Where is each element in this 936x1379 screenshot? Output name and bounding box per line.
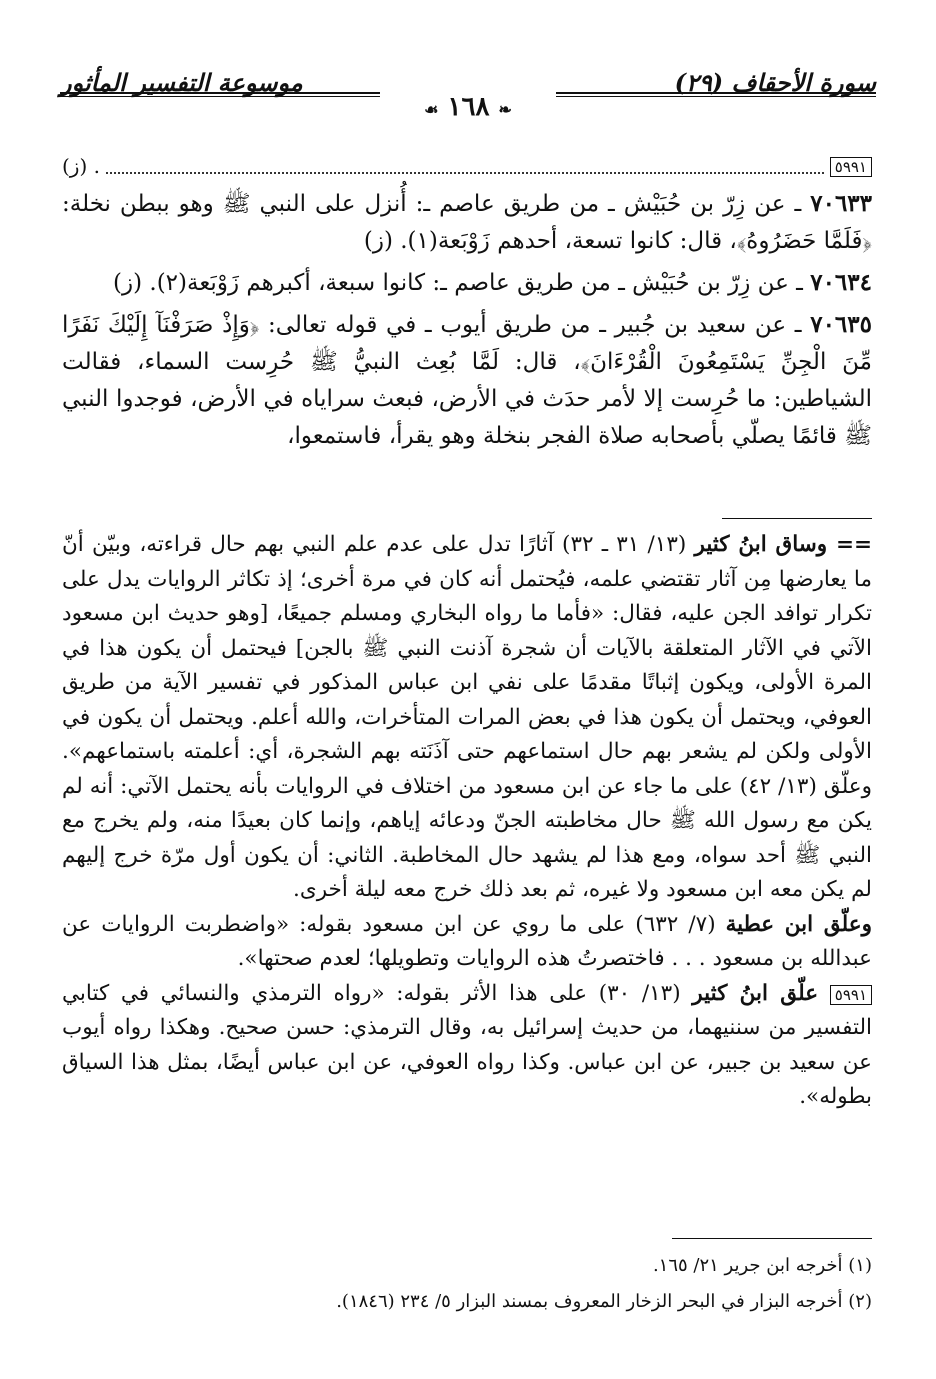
commentary-paragraph bbox=[62, 908, 872, 977]
footnote-separator bbox=[672, 1238, 872, 1239]
header-rule-left bbox=[60, 92, 380, 97]
commentary-lead: علّق ابنُ كثير bbox=[692, 980, 819, 1006]
continuation-line bbox=[62, 148, 872, 185]
commentary bbox=[62, 528, 872, 1115]
ornament-icon: ☙ bbox=[424, 100, 439, 119]
commentary-text: (٧/ ٦٣٢) على ما روي عن ابن مسعود بقوله: «واضطربت الروايات عن عبدالله بن مسعود . . . فاختصرتُ هذه الروايات وتطويلها؛ لعدم صحتها». bbox=[62, 911, 872, 971]
surah-title: سورة الأحقاف (٢٩) bbox=[674, 68, 876, 97]
header-rule-right bbox=[556, 92, 876, 97]
reference-box: ٥٩٩١ bbox=[830, 157, 872, 177]
ornament-icon: ❧ bbox=[498, 100, 512, 119]
dotted-leader bbox=[106, 160, 824, 174]
section-separator bbox=[722, 518, 872, 519]
footnote: (١) أخرجه ابن جرير ٢١/ ١٦٥. bbox=[652, 1255, 872, 1276]
commentary-lead: وعلّق ابن عطية bbox=[725, 911, 872, 937]
commentary-lead: == وساق ابنُ كثير bbox=[694, 532, 873, 557]
entry bbox=[62, 306, 872, 455]
entry-number: ٧٠٦٣٣ bbox=[810, 190, 873, 217]
entry-number: ٧٠٦٣٤ bbox=[810, 269, 872, 296]
entry-number: ٧٠٦٣٥ bbox=[810, 311, 872, 338]
entry bbox=[62, 185, 872, 260]
reference-box: ٥٩٩١ bbox=[830, 985, 872, 1005]
commentary-paragraph bbox=[62, 977, 872, 1115]
continuation-end: . (ز) bbox=[62, 154, 100, 178]
page-number: ❧ ١٦٨ ☙ bbox=[424, 92, 512, 122]
commentary-text: (١٣/ ٣١ ـ ٣٢) آثارًا تدل على عدم علم النبي بهم حال قراءته، وبيّن أنّ ما يعارضها مِن آثار تقتضي علمه، فيُحتمل أنه كان في مرة أخرى؛ إذ تكاثر الروايات يدل على تكرار توافد الجن عليه، فقال: «فأما ما رواه البخاري ومسلم جميعًا، [وهو حديث ابن مسعود الآتي في الآثار المتعلقة بالآيات أن شجرة آذنت النبي ﷺ بالجن] فيحتمل أن يكون هذا في المرة الأولى، ويكون إثباتًا مقدمًا على نفي ابن عباس المذكور في تفسير الآية من طريق العوفي، ويحتمل أن يكون هذا في بعض المرات المتأخرات، والله أعلم. ويحتمل أن يكون في الأولى ولكن لم يشعر بهم حال استماعهم حتى آذَنَته بهم الشجرة، أي: أعلمته باستماعهم». وعلّق (١٣/ ٤٢) على ما جاء عن ابن مسعود من اختلاف في الروايات بأنه يحتمل الآتي: أنه لم يكن مع رسول الله ﷺ حال مخاطبته الجنّ ودعائه إياهم، وإنما كان بعيدًا منه، ولم يخرج مع النبي ﷺ أحد سواه، ومع هذا لم يشهد حال المخاطبة. الثاني: أن يكون أول مرّة خرج إليهم لم يكن معه ابن مسعود ولا غيره، ثم بعد ذلك خرج معه ليلة أخرى. bbox=[62, 532, 873, 902]
footnotes bbox=[62, 1248, 872, 1320]
entry bbox=[62, 264, 872, 302]
commentary-text: (١٣/ ٣٠) على هذا الأثر بقوله: «رواه الترمذي والنسائي في كتابي التفسير من سننيهما، من حديث إسرائيل به، وقال الترمذي: حسن صحيح. وهكذا رواه أيوب عن سعيد بن جبير، عن ابن عباس. وكذا رواه العوفي، عن ابن عباس أيضًا، بمثل هذا السياق بطوله». bbox=[62, 980, 872, 1109]
footnote: (٢) أخرجه البزار في البحر الزخار المعروف بمسند البزار ٥/ ٢٣٤ (١٨٤٦). bbox=[336, 1291, 872, 1312]
main-text bbox=[62, 148, 872, 459]
entry-text: ـ عن سعيد بن جُبير ـ من طريق أيوب ـ في قوله تعالى: ﴿وَإِذْ صَرَفْنَآ إِلَيْكَ نَفَرًا مِّنَ الْجِنِّ يَسْتَمِعُونَ الْقُرْءَانَ﴾، قال: لَمَّا بُعِث النبيُّ ﷺ حُرِست السماء، فقالت الشياطين: ما حُرِست إلا لأمر حدَث في الأرض، فبعث سراياه في الأرض، فوجدوا النبي ﷺ قائمًا يصلّي بأصحابه صلاة الفجر بنخلة وهو يقرأ، فاستمعوا، bbox=[62, 312, 872, 449]
commentary-paragraph bbox=[62, 528, 872, 908]
entry-text: ـ عن زِرّ بن حُبَيْش ـ من طريق عاصم ـ: كانوا سبعة، أكبرهم زَوْبَعة(٢). (ز) bbox=[113, 270, 803, 296]
book-title: موسوعة التفسير المأثور bbox=[60, 68, 303, 97]
entry-text: ـ عن زِرّ بن حُبَيْش ـ من طريق عاصم ـ: أُنزل على النبي ﷺ وهو ببطن نخلة: ﴿فَلَمَّا حَضَرُوهُ﴾، قال: كانوا تسعة، أحدهم زَوْبَعة(١). (ز) bbox=[62, 191, 872, 254]
